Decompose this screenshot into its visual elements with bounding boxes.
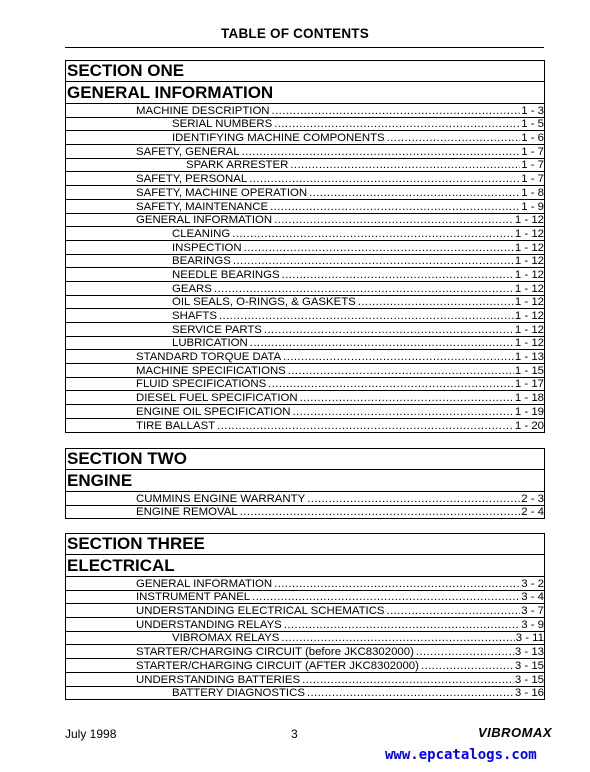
toc-entry[interactable] [66,268,544,282]
toc-entry[interactable] [66,378,544,392]
entry-page: 1 - 12 [514,268,544,281]
page-title: TABLE OF CONTENTS [221,26,369,41]
entry-label: SERIAL NUMBERS [172,118,273,131]
footer-page-number: 3 [291,727,298,741]
toc-entry[interactable] [66,337,544,351]
toc-entry[interactable] [66,506,544,520]
entry-label: INSPECTION [172,241,242,254]
entry-page: 1 - 12 [514,323,544,336]
toc-entry[interactable] [66,172,544,186]
toc-entry[interactable] [66,645,544,659]
toc-entry[interactable] [66,687,544,701]
dot-leader [307,687,514,699]
entry-label: CLEANING [172,227,231,240]
entry-page: 1 - 12 [514,241,544,254]
entry-page: 3 - 2 [521,577,544,590]
toc-entry[interactable] [66,309,544,323]
toc-entry[interactable] [66,405,544,419]
dot-leader [264,324,514,336]
entry-label: STARTER/CHARGING CIRCUIT (AFTER JKC8302000) [136,659,419,672]
section-three [65,533,545,700]
entry-label: INSTRUMENT PANEL [136,591,251,604]
toc-entry[interactable] [66,200,544,214]
entry-page: 3 - 7 [521,605,544,618]
entry-page: 1 - 8 [521,186,544,199]
entry-label: FLUID SPECIFICATIONS [136,378,267,391]
dot-leader [268,378,514,390]
toc-entry[interactable] [66,391,544,405]
toc-entry[interactable] [66,186,544,200]
entry-label: SERVICE PARTS [172,323,262,336]
entry-page: 1 - 17 [514,378,544,391]
entry-label: UNDERSTANDING BATTERIES [136,673,301,686]
entry-label: SAFETY, PERSONAL [136,173,248,186]
dot-leader [358,296,514,308]
entry-page: 1 - 12 [514,255,544,268]
toc-entry[interactable] [66,673,544,687]
entry-label: BEARINGS [172,255,231,268]
entry-page: 1 - 7 [521,173,544,186]
dot-leader [307,493,520,505]
entry-page: 1 - 19 [514,405,544,418]
toc-entry[interactable] [66,159,544,173]
dot-leader [242,146,521,158]
toc-entry[interactable] [66,591,544,605]
toc-entry[interactable] [66,282,544,296]
entry-label: VIBROMAX RELAYS [172,632,280,645]
dot-leader [240,506,521,518]
section-title: ELECTRICAL [66,555,544,577]
dot-leader [283,351,514,363]
entry-page: 3 - 11 [515,632,544,645]
entry-page: 2 - 3 [521,492,544,505]
entry-label: STANDARD TORQUE DATA [136,351,282,364]
dot-leader [219,310,514,322]
entry-page: 3 - 16 [514,687,544,700]
entry-page: 1 - 12 [514,310,544,322]
entry-label: MACHINE DESCRIPTION [136,104,270,117]
toc-entry[interactable] [66,118,544,132]
entry-page: 1 - 15 [514,364,544,377]
dot-leader [421,660,514,672]
footer-date: July 1998 [65,727,117,741]
toc-entry[interactable] [66,104,544,118]
dot-leader [249,173,520,185]
dot-leader [309,187,520,199]
section-title: GENERAL INFORMATION [66,82,544,104]
entry-page: 1 - 12 [514,227,544,240]
entry-page: 1 - 12 [514,296,544,309]
entry-page: 3 - 4 [521,591,544,604]
dot-leader [274,578,520,590]
toc-entry[interactable] [66,419,544,433]
toc-entry[interactable] [66,227,544,241]
toc-entry[interactable] [66,241,544,255]
toc-entry[interactable] [66,618,544,632]
dot-leader [250,337,514,349]
entry-label: SAFETY, GENERAL [136,145,240,158]
toc-entry[interactable] [66,131,544,145]
entry-label: IDENTIFYING MACHINE COMPONENTS [172,132,385,145]
entry-label: UNDERSTANDING RELAYS [136,618,282,631]
entry-page: 1 - 20 [514,419,544,432]
toc-entry[interactable] [66,492,544,506]
dot-leader [387,605,521,617]
entry-label: STARTER/CHARGING CIRCUIT (before JKC8302000) [136,646,414,659]
entry-label: NEEDLE BEARINGS [172,268,280,281]
entry-page: 1 - 18 [514,392,544,405]
dot-leader [233,255,514,267]
dot-leader [288,365,514,377]
entry-label: SAFETY, MAINTENANCE [136,200,269,213]
entry-label: LUBRICATION [172,337,248,350]
dot-leader [214,283,514,295]
entry-label: DIESEL FUEL SPECIFICATION [136,392,298,405]
toc-entry[interactable] [66,577,544,591]
toc-entry[interactable] [66,255,544,269]
entry-label: OIL SEALS, O-RINGS, & GASKETS [172,296,356,309]
toc-entry[interactable] [66,659,544,673]
entry-page: 1 - 7 [521,159,544,172]
toc-entry[interactable] [66,364,544,378]
entry-page: 3 - 15 [514,673,544,686]
dot-leader [416,646,514,658]
entry-page: 1 - 13 [514,351,544,364]
toc-entry[interactable] [66,604,544,618]
entry-page: 2 - 4 [521,506,544,519]
entry-label: CUMMINS ENGINE WARRANTY [136,492,306,505]
dot-leader [302,674,514,686]
entry-page: 3 - 9 [521,618,544,631]
entry-label: SPARK ARRESTER [186,159,289,172]
entry-page: 1 - 12 [514,282,544,295]
entry-label: GENERAL INFORMATION [136,214,273,227]
dot-leader [244,242,514,254]
entry-label: GEARS [172,282,212,295]
entry-page: 1 - 12 [514,337,544,350]
toc-entry[interactable] [66,632,544,646]
dot-leader [232,228,514,240]
toc-entry[interactable] [66,145,544,159]
toc-entry[interactable] [66,323,544,337]
dot-leader [387,132,521,144]
dot-leader [252,591,520,603]
toc-entry[interactable] [66,350,544,364]
section-title: ENGINE [66,470,544,492]
entry-label: UNDERSTANDING ELECTRICAL SCHEMATICS [136,605,385,618]
dot-leader [281,632,514,644]
brand-logo: VIBROMAX [478,725,553,740]
entry-label: SAFETY, MACHINE OPERATION [136,186,308,199]
section-heading: SECTION TWO [66,449,544,470]
entry-page: 1 - 9 [521,200,544,213]
entry-page: 1 - 12 [514,214,544,227]
section-heading: SECTION ONE [66,61,544,82]
entry-label: ENGINE REMOVAL [136,506,238,519]
dot-leader [274,214,514,226]
entry-label: MACHINE SPECIFICATIONS [136,364,286,377]
entry-label: ENGINE OIL SPECIFICATION [136,405,291,418]
dot-leader [274,118,520,130]
entry-page: 3 - 15 [514,659,544,672]
dot-leader [290,159,520,171]
dot-leader [284,619,520,631]
entry-page: 3 - 13 [514,646,544,659]
entry-page: 1 - 6 [521,132,544,145]
entry-page: 1 - 3 [521,104,544,117]
entry-label: BATTERY DIAGNOSTICS [172,687,305,700]
section-heading: SECTION THREE [66,534,544,555]
dot-leader [292,406,513,418]
section-one [65,60,545,433]
entry-label: TIRE BALLAST [136,419,216,432]
entry-label: SHAFTS [172,310,217,322]
entry-page: 1 - 5 [521,118,544,131]
title-rule [65,47,544,48]
toc-entry[interactable] [66,296,544,310]
dot-leader [272,105,521,117]
toc-entry[interactable] [66,214,544,228]
entry-page: 1 - 7 [521,145,544,158]
dot-leader [300,392,514,404]
dot-leader [282,269,514,281]
dot-leader [270,201,520,213]
dot-leader [217,420,514,432]
section-two [65,448,545,519]
entry-label: GENERAL INFORMATION [136,577,273,590]
watermark-link[interactable]: www.epcatalogs.com [385,747,537,763]
